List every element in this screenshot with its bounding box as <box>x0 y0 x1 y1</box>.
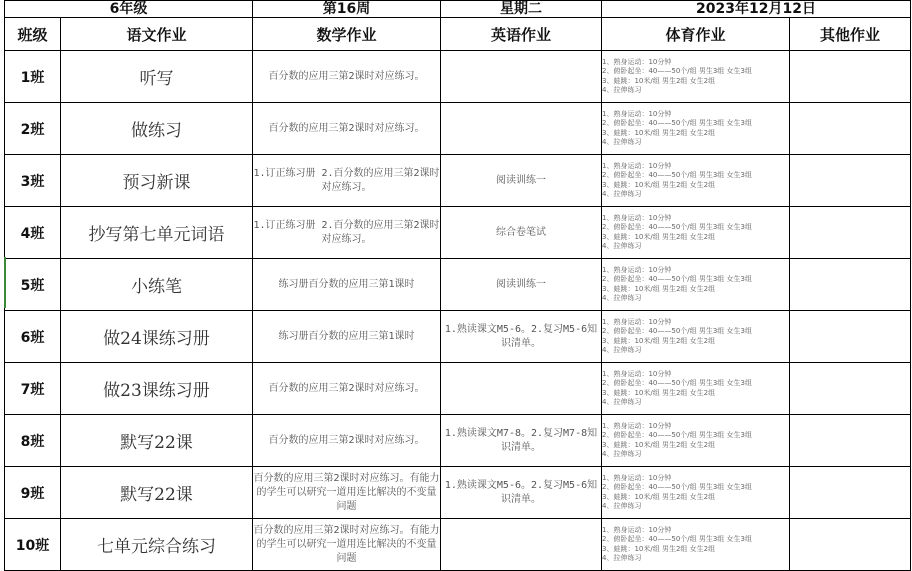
other-homework-cell[interactable] <box>790 415 911 467</box>
pe-line: 2、俯卧起坐：40——50个/组 男生3组 女生3组 <box>602 483 752 492</box>
header-class[interactable]: 班级 <box>5 18 61 51</box>
math-homework-cell[interactable]: 百分数的应用三第2课时对应练习。 <box>253 51 441 103</box>
math-homework-cell[interactable]: 1.订正练习册 2.百分数的应用三第2课时对应练习。 <box>253 155 441 207</box>
table-row <box>5 103 911 155</box>
other-homework-cell[interactable] <box>790 103 911 155</box>
pe-line: 1、熟身运动：10分钟 <box>602 265 672 274</box>
class-cell[interactable]: 7班 <box>5 363 61 415</box>
pe-line: 2、俯卧起坐：40——50个/组 男生3组 女生3组 <box>602 223 752 232</box>
table-row <box>5 311 911 363</box>
chinese-homework-cell[interactable]: 小练笔 <box>61 259 253 311</box>
class-cell[interactable]: 2班 <box>5 103 61 155</box>
pe-line: 3、蛙跳：10米/组 男生2组 女生2组 <box>602 232 716 241</box>
pe-homework-cell[interactable] <box>602 519 790 571</box>
pe-line: 2、俯卧起坐：40——50个/组 男生3组 女生3组 <box>602 67 752 76</box>
pe-line: 2、俯卧起坐：40——50个/组 男生3组 女生3组 <box>602 327 752 336</box>
pe-homework-cell[interactable] <box>602 51 790 103</box>
pe-line: 4、拉伸练习 <box>602 189 642 198</box>
english-homework-cell[interactable] <box>441 51 602 103</box>
table-row <box>5 155 911 207</box>
pe-line: 3、蛙跳：10米/组 男生2组 女生2组 <box>602 440 716 449</box>
pe-line: 3、蛙跳：10米/组 男生2组 女生2组 <box>602 388 716 397</box>
pe-line: 2、俯卧起坐：40——50个/组 男生3组 女生3组 <box>602 431 752 440</box>
pe-line: 4、拉伸练习 <box>602 137 642 146</box>
pe-homework-cell[interactable] <box>602 415 790 467</box>
pe-line: 3、蛙跳：10米/组 男生2组 女生2组 <box>602 76 716 85</box>
other-homework-cell[interactable] <box>790 155 911 207</box>
chinese-homework-cell[interactable]: 默写22课 <box>61 467 253 519</box>
english-homework-cell[interactable]: 综合卷笔试 <box>441 207 602 259</box>
english-homework-cell[interactable] <box>441 363 602 415</box>
english-homework-cell[interactable] <box>441 519 602 571</box>
math-homework-cell[interactable]: 百分数的应用三第2课时对应练习。有能力的学生可以研究一道用连比解决的不变量问题 <box>253 519 441 571</box>
rows-body <box>5 51 911 571</box>
pe-line: 4、拉伸练习 <box>602 553 642 562</box>
other-homework-cell[interactable] <box>790 467 911 519</box>
class-cell[interactable]: 4班 <box>5 207 61 259</box>
pe-line: 4、拉伸练习 <box>602 449 642 458</box>
pe-line: 4、拉伸练习 <box>602 241 642 250</box>
class-cell[interactable]: 10班 <box>5 519 61 571</box>
banner-row <box>5 1 911 18</box>
class-cell[interactable]: 3班 <box>5 155 61 207</box>
date-cell[interactable]: 2023年12月12日 <box>602 1 911 18</box>
pe-line: 1、熟身运动：10分钟 <box>602 317 672 326</box>
pe-homework-cell[interactable] <box>602 103 790 155</box>
chinese-homework-cell[interactable]: 听写 <box>61 51 253 103</box>
math-homework-cell[interactable]: 百分数的应用三第2课时对应练习。 <box>253 363 441 415</box>
pe-line: 3、蛙跳：10米/组 男生2组 女生2组 <box>602 128 716 137</box>
pe-line: 2、俯卧起坐：40——50个/组 男生3组 女生3组 <box>602 535 752 544</box>
pe-homework-cell[interactable] <box>602 363 790 415</box>
selection-marker <box>4 257 6 308</box>
english-homework-cell[interactable]: 1.熟读课文M5-6。2.复习M5-6知识清单。 <box>441 467 602 519</box>
table-row <box>5 467 911 519</box>
english-homework-cell[interactable]: 阅读训练一 <box>441 259 602 311</box>
chinese-homework-cell[interactable]: 默写22课 <box>61 415 253 467</box>
pe-line: 4、拉伸练习 <box>602 345 642 354</box>
pe-line: 3、蛙跳：10米/组 男生2组 女生2组 <box>602 336 716 345</box>
pe-line: 4、拉伸练习 <box>602 501 642 510</box>
chinese-homework-cell[interactable]: 做练习 <box>61 103 253 155</box>
english-homework-cell[interactable]: 1.熟读课文M7-8。2.复习M7-8知识清单。 <box>441 415 602 467</box>
week-cell[interactable]: 第16周 <box>253 1 441 18</box>
class-cell[interactable]: 5班 <box>5 259 61 311</box>
chinese-homework-cell[interactable]: 七单元综合练习 <box>61 519 253 571</box>
table-row <box>5 207 911 259</box>
pe-line: 4、拉伸练习 <box>602 397 642 406</box>
other-homework-cell[interactable] <box>790 311 911 363</box>
grade-cell[interactable]: 6年级 <box>5 1 253 18</box>
other-homework-cell[interactable] <box>790 519 911 571</box>
pe-line: 2、俯卧起坐：40——50个/组 男生3组 女生3组 <box>602 171 752 180</box>
table-row <box>5 51 911 103</box>
math-homework-cell[interactable]: 百分数的应用三第2课时对应练习。 <box>253 415 441 467</box>
pe-homework-cell[interactable] <box>602 207 790 259</box>
header-row <box>5 18 911 51</box>
pe-line: 4、拉伸练习 <box>602 293 642 302</box>
english-homework-cell[interactable]: 1.熟读课文M5-6。2.复习M5-6知识清单。 <box>441 311 602 363</box>
header-english[interactable]: 英语作业 <box>441 18 602 51</box>
pe-line: 2、俯卧起坐：40——50个/组 男生3组 女生3组 <box>602 379 752 388</box>
english-homework-cell[interactable]: 阅读训练一 <box>441 155 602 207</box>
other-homework-cell[interactable] <box>790 259 911 311</box>
chinese-homework-cell[interactable]: 做23课练习册 <box>61 363 253 415</box>
pe-line: 1、熟身运动：10分钟 <box>602 369 672 378</box>
pe-line: 1、熟身运动：10分钟 <box>602 473 672 482</box>
pe-line: 4、拉伸练习 <box>602 85 642 94</box>
pe-line: 1、熟身运动：10分钟 <box>602 213 672 222</box>
other-homework-cell[interactable] <box>790 51 911 103</box>
table-row <box>5 259 911 311</box>
header-math[interactable]: 数学作业 <box>253 18 441 51</box>
pe-homework-cell[interactable] <box>602 155 790 207</box>
math-homework-cell[interactable]: 练习册百分数的应用三第1课时 <box>253 311 441 363</box>
header-chinese[interactable]: 语文作业 <box>61 18 253 51</box>
math-homework-cell[interactable]: 1.订正练习册 2.百分数的应用三第2课时对应练习。 <box>253 207 441 259</box>
pe-line: 2、俯卧起坐：40——50个/组 男生3组 女生3组 <box>602 275 752 284</box>
class-cell[interactable]: 6班 <box>5 311 61 363</box>
pe-line: 1、熟身运动：10分钟 <box>602 525 672 534</box>
pe-homework-cell[interactable] <box>602 311 790 363</box>
chinese-homework-cell[interactable]: 抄写第七单元词语 <box>61 207 253 259</box>
class-cell[interactable]: 9班 <box>5 467 61 519</box>
pe-line: 3、蛙跳：10米/组 男生2组 女生2组 <box>602 492 716 501</box>
other-homework-cell[interactable] <box>790 207 911 259</box>
chinese-homework-cell[interactable]: 做24课练习册 <box>61 311 253 363</box>
pe-homework-cell[interactable] <box>602 259 790 311</box>
pe-line: 3、蛙跳：10米/组 男生2组 女生2组 <box>602 544 716 553</box>
math-homework-cell[interactable]: 练习册百分数的应用三第1课时 <box>253 259 441 311</box>
pe-line: 3、蛙跳：10米/组 男生2组 女生2组 <box>602 284 716 293</box>
math-homework-cell[interactable]: 百分数的应用三第2课时对应练习。有能力的学生可以研究一道用连比解决的不变量问题 <box>253 467 441 519</box>
table-row <box>5 363 911 415</box>
header-pe[interactable]: 体育作业 <box>602 18 790 51</box>
class-cell[interactable]: 8班 <box>5 415 61 467</box>
chinese-homework-cell[interactable]: 预习新课 <box>61 155 253 207</box>
pe-line: 2、俯卧起坐：40——50个/组 男生3组 女生3组 <box>602 119 752 128</box>
homework-table <box>4 0 911 571</box>
math-homework-cell[interactable]: 百分数的应用三第2课时对应练习。 <box>253 103 441 155</box>
pe-line: 1、熟身运动：10分钟 <box>602 161 672 170</box>
pe-line: 1、熟身运动：10分钟 <box>602 109 672 118</box>
class-cell[interactable]: 1班 <box>5 51 61 103</box>
english-homework-cell[interactable] <box>441 103 602 155</box>
pe-homework-cell[interactable] <box>602 467 790 519</box>
header-other[interactable]: 其他作业 <box>790 18 911 51</box>
other-homework-cell[interactable] <box>790 363 911 415</box>
pe-line: 1、熟身运动：10分钟 <box>602 421 672 430</box>
table-row <box>5 415 911 467</box>
pe-line: 3、蛙跳：10米/组 男生2组 女生2组 <box>602 180 716 189</box>
table-row <box>5 519 911 571</box>
weekday-cell[interactable]: 星期二 <box>441 1 602 18</box>
pe-line: 1、熟身运动：10分钟 <box>602 57 672 66</box>
